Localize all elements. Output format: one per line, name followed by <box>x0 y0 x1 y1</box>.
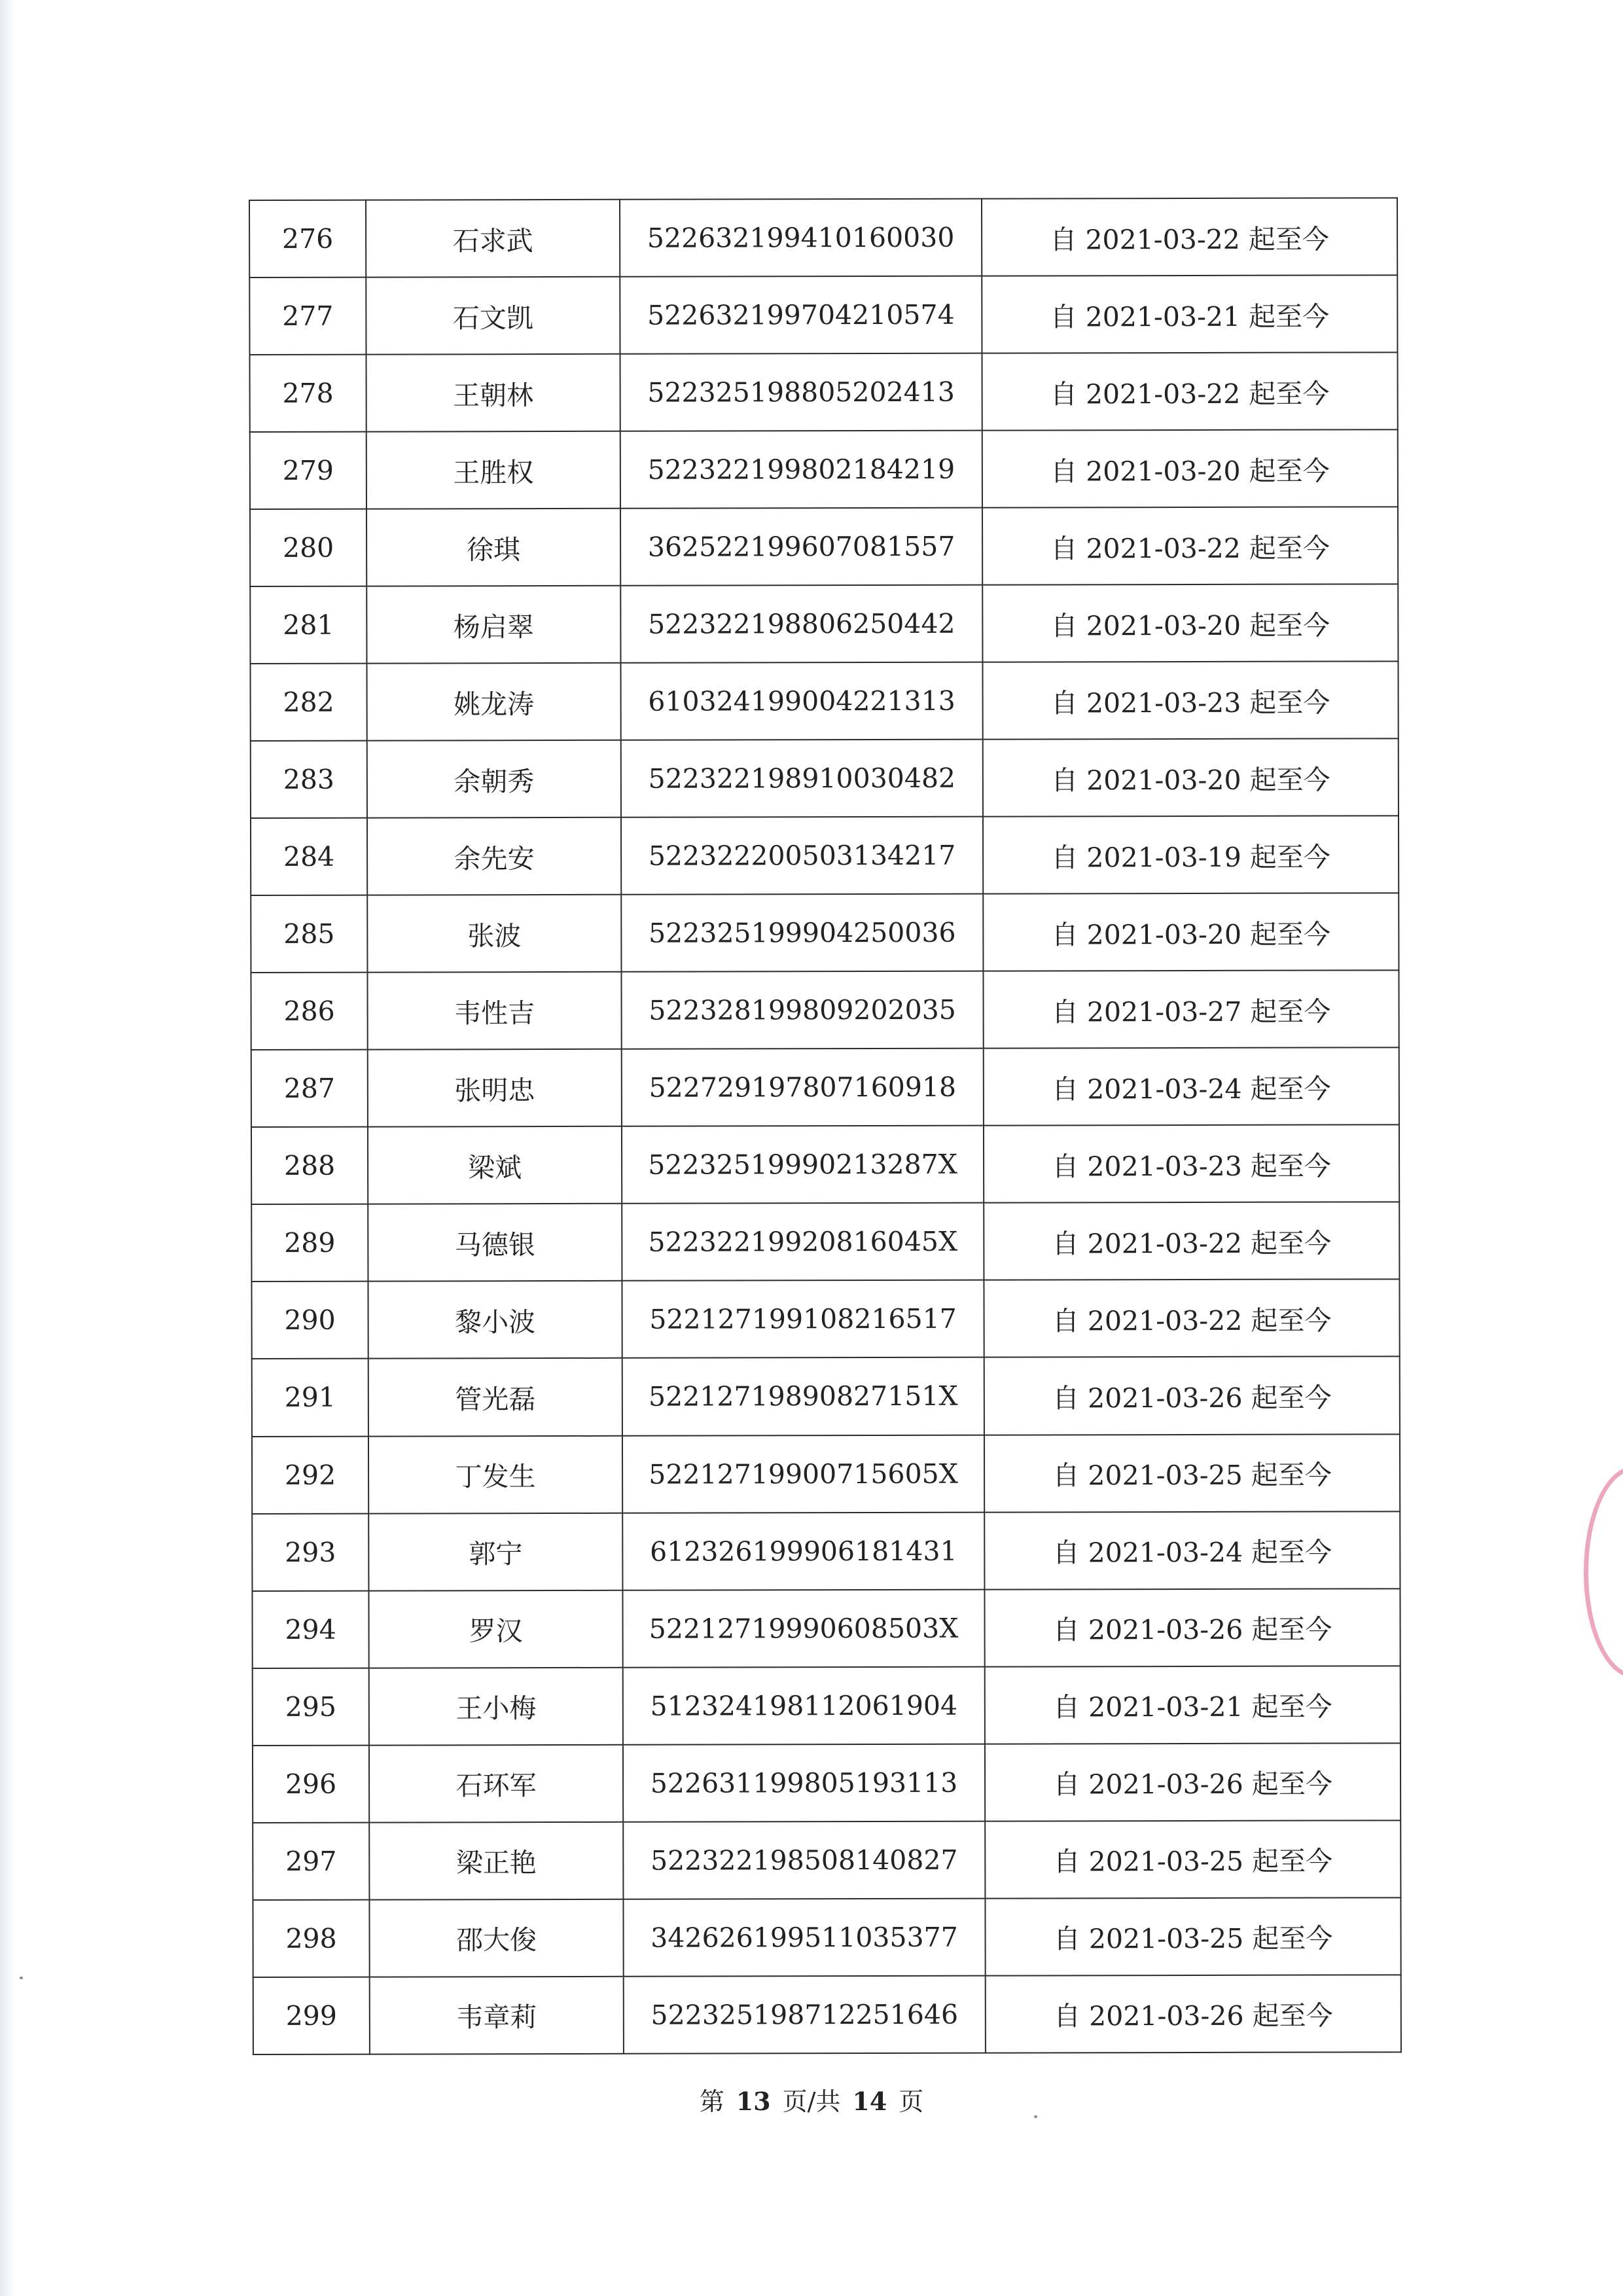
id-number-cell: 522729197807160918 <box>622 1049 984 1126</box>
table-row <box>250 662 1398 742</box>
period-cell: 自 2021-03-20 起至今 <box>982 429 1398 507</box>
seal-stamp-fragment <box>1584 1466 1623 1678</box>
id-number-cell: 522328199809202035 <box>621 971 983 1049</box>
id-number-cell: 522127199108216517 <box>622 1280 984 1358</box>
name-cell: 王小梅 <box>369 1667 623 1745</box>
period-cell: 自 2021-03-19 起至今 <box>983 816 1399 894</box>
name-cell: 郭宁 <box>368 1513 622 1590</box>
name-cell: 石文凯 <box>366 277 620 355</box>
name-cell: 梁斌 <box>368 1126 622 1204</box>
table-row <box>249 198 1397 278</box>
id-number-cell: 522632199410160030 <box>620 199 982 277</box>
name-cell: 姚龙涛 <box>366 663 620 741</box>
name-cell: 黎小波 <box>368 1281 622 1359</box>
row-number-cell: 299 <box>253 1977 370 2054</box>
period-cell: 自 2021-03-22 起至今 <box>984 1202 1399 1280</box>
table-row <box>250 429 1398 509</box>
row-number-cell: 291 <box>252 1359 368 1436</box>
table-row <box>253 1820 1400 1900</box>
row-number-cell: 279 <box>250 432 366 509</box>
row-number-cell: 281 <box>250 586 366 664</box>
table-row <box>252 1511 1400 1591</box>
current-page-number: 13 <box>736 2087 771 2116</box>
table-row <box>250 584 1398 664</box>
employee-table <box>249 197 1402 2055</box>
name-cell: 余先安 <box>367 817 621 895</box>
employee-table-body <box>249 198 1401 2054</box>
table-row <box>249 275 1397 355</box>
id-number-cell: 52232519990213287X <box>622 1126 984 1204</box>
id-number-cell: 522322198806250442 <box>620 585 982 663</box>
footer-middle: 页/共 <box>782 2087 841 2116</box>
name-cell: 罗汉 <box>368 1590 622 1668</box>
period-cell: 自 2021-03-20 起至今 <box>982 584 1398 662</box>
row-number-cell: 278 <box>249 355 366 432</box>
row-number-cell: 292 <box>252 1436 368 1513</box>
name-cell: 石环军 <box>369 1744 623 1822</box>
id-number-cell: 522322199802184219 <box>620 431 982 509</box>
table-row <box>252 1588 1400 1668</box>
id-number-cell: 522631199805193113 <box>623 1744 985 1821</box>
table-row <box>253 1666 1400 1746</box>
id-number-cell: 522325199904250036 <box>621 894 983 972</box>
id-number-cell: 52212719900715605X <box>622 1435 984 1513</box>
row-number-cell: 280 <box>250 509 366 586</box>
period-cell: 自 2021-03-26 起至今 <box>984 1357 1400 1435</box>
period-cell: 自 2021-03-25 起至今 <box>985 1897 1400 1975</box>
name-cell: 徐琪 <box>366 509 620 586</box>
period-cell: 自 2021-03-25 起至今 <box>985 1820 1400 1898</box>
period-cell: 自 2021-03-24 起至今 <box>984 1048 1399 1126</box>
table-row <box>253 1743 1400 1823</box>
name-cell: 梁正艳 <box>369 1821 623 1899</box>
table-row <box>251 1280 1399 1359</box>
name-cell: 杨启翠 <box>366 586 620 664</box>
period-cell: 自 2021-03-22 起至今 <box>982 507 1398 584</box>
row-number-cell: 276 <box>249 200 366 278</box>
row-number-cell: 290 <box>251 1282 368 1359</box>
id-number-cell: 342626199511035377 <box>623 1898 985 1976</box>
table-row <box>251 971 1399 1050</box>
id-number-cell: 362522199607081557 <box>620 508 982 586</box>
table-row <box>252 1434 1400 1514</box>
page-footer <box>0 2081 1623 2117</box>
period-cell: 自 2021-03-27 起至今 <box>983 971 1399 1049</box>
table-row <box>251 816 1399 896</box>
name-cell: 王胜权 <box>366 431 620 509</box>
row-number-cell: 295 <box>253 1668 369 1745</box>
row-number-cell: 297 <box>253 1822 369 1899</box>
table-row <box>251 1125 1399 1205</box>
id-number-cell: 522325198805202413 <box>620 353 982 431</box>
name-cell: 张明忠 <box>368 1049 622 1127</box>
name-cell: 石求武 <box>366 200 620 278</box>
id-number-cell: 522322198910030482 <box>621 740 983 817</box>
period-cell: 自 2021-03-21 起至今 <box>985 1666 1400 1744</box>
name-cell: 余朝秀 <box>367 740 621 818</box>
row-number-cell: 289 <box>251 1204 368 1282</box>
row-number-cell: 298 <box>253 1899 369 1977</box>
period-cell: 自 2021-03-22 起至今 <box>982 352 1397 430</box>
table-row <box>251 739 1399 819</box>
row-number-cell: 287 <box>251 1050 368 1127</box>
footer-suffix: 页 <box>899 2087 924 2116</box>
table-row <box>253 1897 1400 1977</box>
id-number-cell: 612326199906181431 <box>622 1512 984 1590</box>
table-row <box>252 1357 1400 1437</box>
row-number-cell: 277 <box>249 278 366 355</box>
id-number-cell: 610324199004221313 <box>620 662 982 740</box>
id-number-cell: 522325198712251646 <box>624 1975 986 2053</box>
row-number-cell: 284 <box>251 818 367 895</box>
period-cell: 自 2021-03-23 起至今 <box>982 662 1398 740</box>
row-number-cell: 294 <box>252 1590 368 1668</box>
period-cell: 自 2021-03-22 起至今 <box>982 198 1397 276</box>
row-number-cell: 282 <box>250 664 366 741</box>
name-cell: 邵大俊 <box>369 1899 623 1977</box>
name-cell: 王朝林 <box>366 354 620 432</box>
row-number-cell: 286 <box>251 973 367 1050</box>
name-cell: 韦性吉 <box>367 972 621 1050</box>
id-number-cell: 522322200503134217 <box>621 817 983 895</box>
name-cell: 马德银 <box>368 1204 622 1282</box>
period-cell: 自 2021-03-26 起至今 <box>985 1743 1400 1821</box>
name-cell: 管光磊 <box>368 1358 622 1436</box>
period-cell: 自 2021-03-22 起至今 <box>984 1280 1399 1357</box>
period-cell: 自 2021-03-20 起至今 <box>983 739 1399 817</box>
period-cell: 自 2021-03-26 起至今 <box>986 1975 1401 2053</box>
row-number-cell: 285 <box>251 895 367 973</box>
id-number-cell: 52232219920816045X <box>622 1203 984 1281</box>
id-number-cell: 52212719990608503X <box>622 1589 984 1667</box>
id-number-cell: 52212719890827151X <box>622 1357 984 1435</box>
row-number-cell: 296 <box>253 1745 369 1822</box>
id-number-cell: 522322198508140827 <box>623 1821 985 1899</box>
table-row <box>251 1048 1399 1128</box>
name-cell: 韦章莉 <box>370 1977 624 2054</box>
row-number-cell: 293 <box>252 1513 368 1590</box>
scan-speck <box>20 1977 23 1979</box>
period-cell: 自 2021-03-23 起至今 <box>984 1125 1399 1203</box>
period-cell: 自 2021-03-25 起至今 <box>984 1434 1400 1512</box>
period-cell: 自 2021-03-21 起至今 <box>982 275 1397 353</box>
period-cell: 自 2021-03-26 起至今 <box>984 1588 1400 1666</box>
table-row <box>253 1975 1401 2054</box>
table-row <box>251 1202 1399 1282</box>
row-number-cell: 283 <box>251 741 367 818</box>
footer-prefix: 第 <box>699 2087 724 2116</box>
table-row <box>250 507 1398 586</box>
period-cell: 自 2021-03-20 起至今 <box>983 893 1399 971</box>
total-pages-number: 14 <box>852 2087 887 2116</box>
scan-left-edge <box>0 0 14 2296</box>
id-number-cell: 512324198112061904 <box>623 1666 985 1744</box>
row-number-cell: 288 <box>251 1127 368 1204</box>
table-row <box>249 352 1397 432</box>
period-cell: 自 2021-03-24 起至今 <box>984 1511 1400 1589</box>
table-row <box>251 893 1399 973</box>
name-cell: 张波 <box>367 895 621 973</box>
id-number-cell: 522632199704210574 <box>620 276 982 354</box>
name-cell: 丁发生 <box>368 1435 622 1513</box>
